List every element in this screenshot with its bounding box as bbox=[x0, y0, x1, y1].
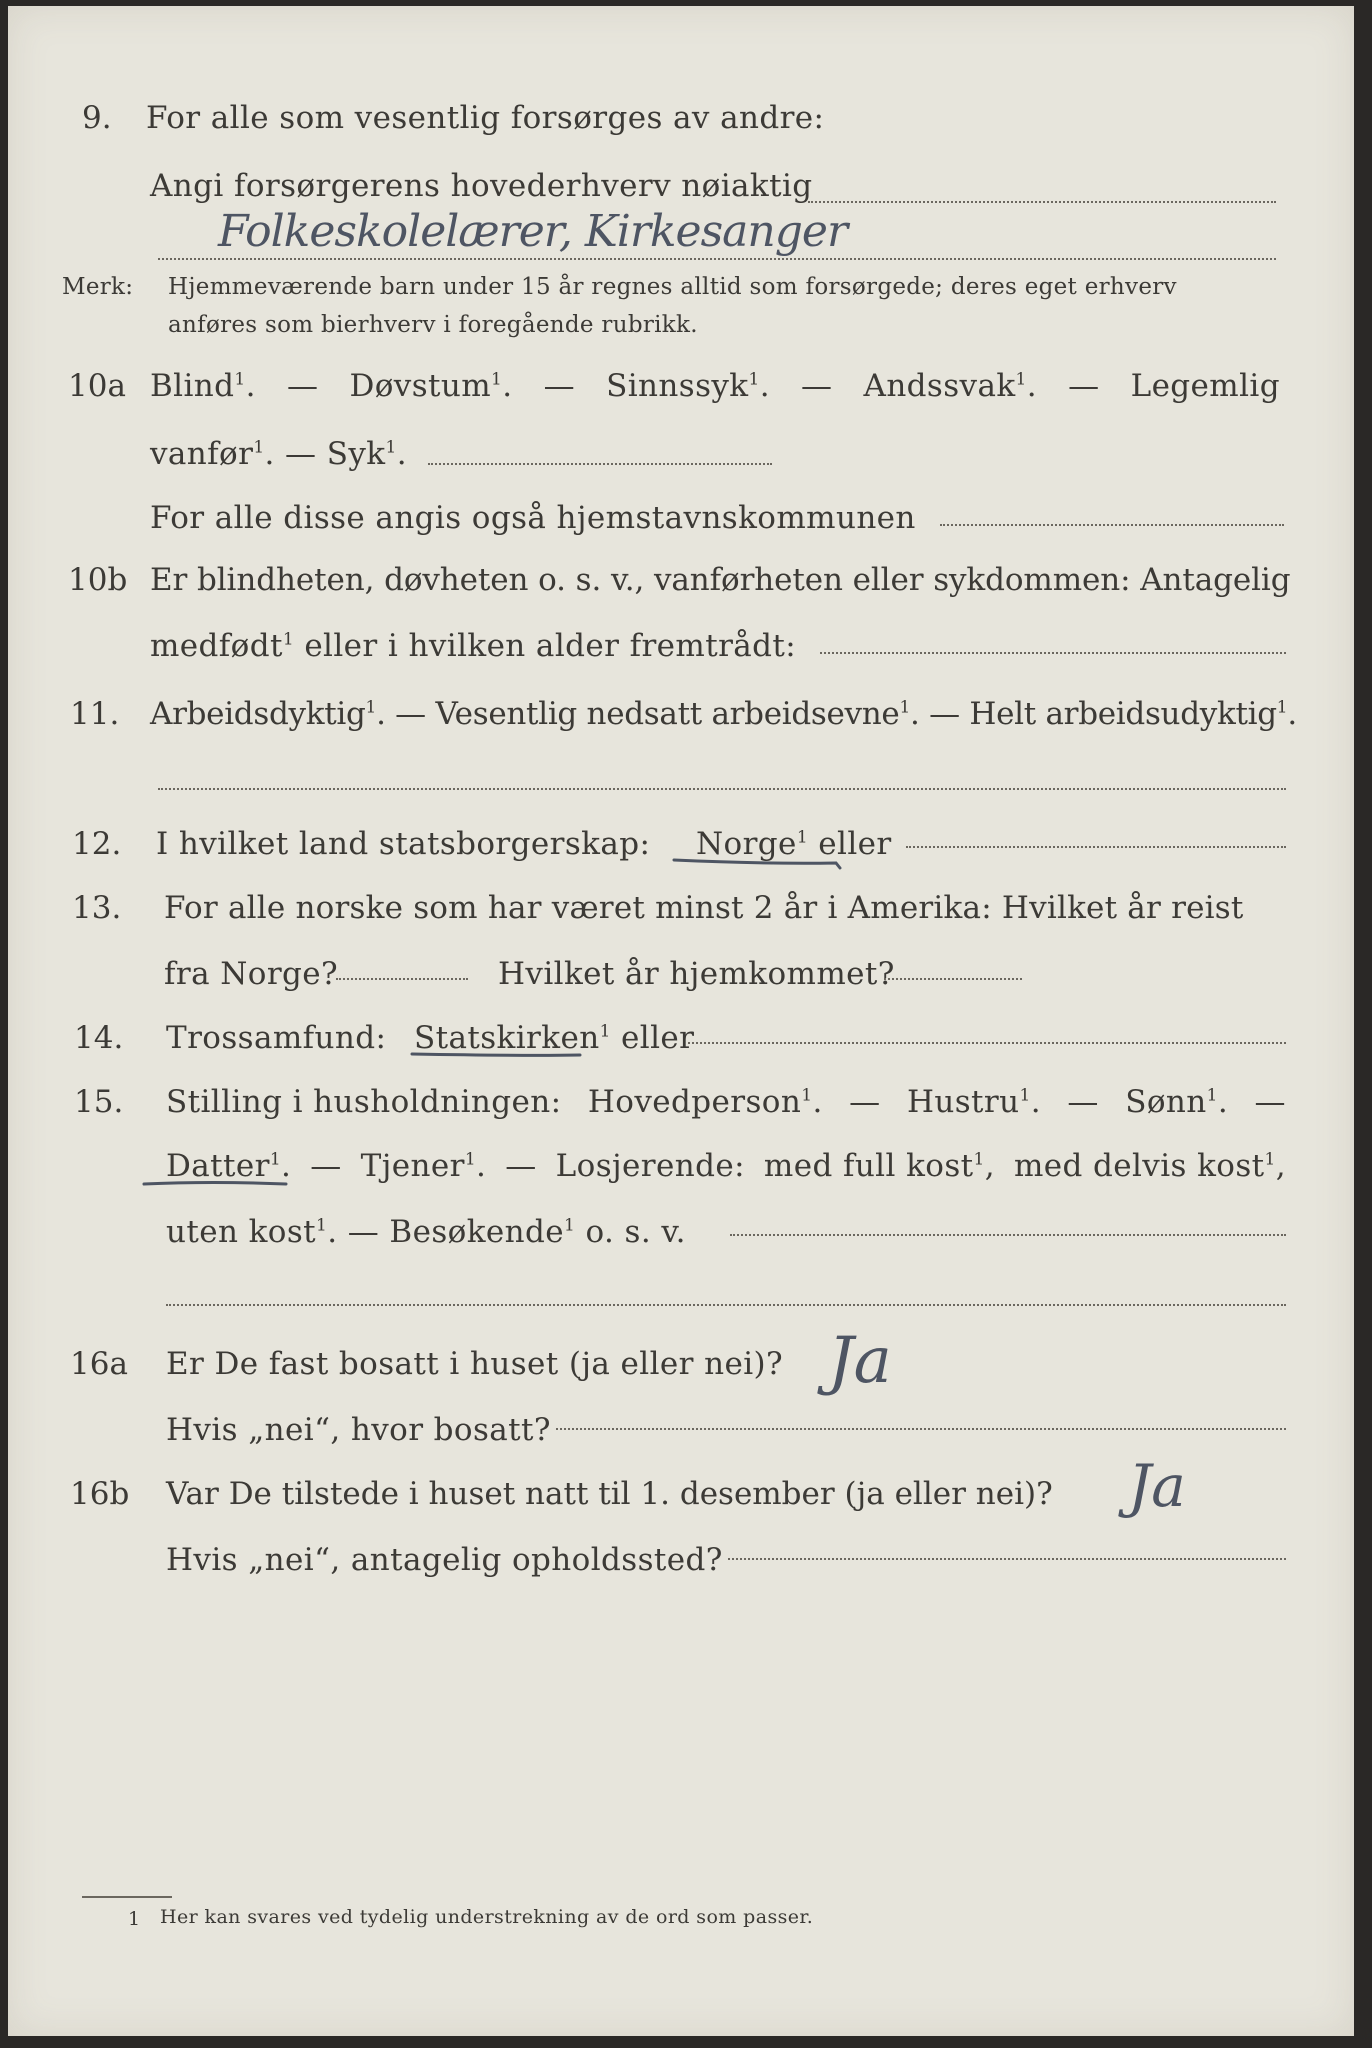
q12-prompt: I hvilket land statsborgerskap: bbox=[156, 826, 651, 862]
q16a-prompt: Er De fast bosatt i huset (ja eller nei)? bbox=[166, 1346, 784, 1382]
q15-number: 15. bbox=[74, 1084, 124, 1120]
q15-delvis-kost: med delvis kost$^1$, bbox=[1013, 1148, 1286, 1184]
q15-fill-line[interactable] bbox=[730, 1234, 1286, 1236]
dash: — bbox=[849, 1084, 881, 1120]
q15-extra-fill-line[interactable] bbox=[166, 1304, 1286, 1306]
q14-number: 14. bbox=[74, 1020, 124, 1056]
q16a-fill-line[interactable] bbox=[556, 1428, 1286, 1430]
q11-options: Arbeidsdyktig$^1$. — Vesentlig nedsatt arbeidsevne$^1$. — Helt arbeidsudyktig$^1$. bbox=[150, 696, 1297, 732]
q10a-andssvak: Andssvak$^1$. bbox=[863, 368, 1038, 404]
q15-hovedperson: Hovedperson$^1$. bbox=[587, 1084, 823, 1120]
q12-number: 12. bbox=[72, 826, 122, 862]
q13-year-left-fill-line[interactable] bbox=[336, 978, 468, 980]
q10b-line-1: Er blindheten, døvheten o. s. v., vanførheten eller sykdommen: Antagelig bbox=[150, 562, 1291, 598]
q10b-fill-line[interactable] bbox=[820, 652, 1286, 654]
q14-prompt: Trossamfund: bbox=[166, 1020, 387, 1056]
dash: — bbox=[1067, 1084, 1099, 1120]
q12-option-norge: Norge$^1$ eller bbox=[696, 826, 892, 862]
q10a-legemlig: Legemlig bbox=[1130, 368, 1280, 404]
q9-title: For alle som vesentlig forsørges av andre: bbox=[146, 100, 825, 136]
q15-datter: Datter$^1$. bbox=[166, 1148, 292, 1184]
q15-full-kost: med full kost$^1$, bbox=[763, 1148, 995, 1184]
q10a-number: 10a bbox=[68, 368, 126, 404]
q15-losjerende: Losjerende: bbox=[555, 1148, 745, 1184]
q16a-number: 16a bbox=[70, 1346, 128, 1382]
q10a-home-prompt: For alle disse angis også hjemstavnskommunen bbox=[150, 500, 916, 536]
q10a-line-2: vanfør$^1$. — Syk$^1$. bbox=[150, 436, 407, 472]
q15-label: Stilling i husholdningen: bbox=[166, 1084, 562, 1120]
q16a-handwritten-answer: Ja bbox=[828, 1324, 892, 1398]
q16a-hvis: Hvis „nei“, hvor bosatt? bbox=[166, 1412, 551, 1448]
dash: — bbox=[543, 368, 575, 404]
merk-label: Merk: bbox=[62, 274, 134, 300]
dash: — bbox=[1068, 368, 1100, 404]
merk-line-1: Hjemmeværende barn under 15 år regnes alltid som forsørgede; deres eget erhverv bbox=[168, 274, 1177, 300]
q10a-dovstum: Døvstum$^1$. bbox=[349, 368, 513, 404]
q10a-blind: Blind$^1$. bbox=[150, 368, 256, 404]
dash: — bbox=[801, 368, 833, 404]
dash: — bbox=[505, 1148, 537, 1184]
q13-line-2b: Hvilket år hjemkommet? bbox=[498, 956, 895, 992]
q9-prompt-fill-line[interactable] bbox=[808, 201, 1276, 203]
dash: — bbox=[310, 1148, 342, 1184]
q16b-prompt: Var De tilstede i huset natt til 1. desember (ja eller nei)? bbox=[166, 1476, 1053, 1512]
q15-hustru: Hustru$^1$. bbox=[906, 1084, 1041, 1120]
q15-sonn: Sønn$^1$. bbox=[1125, 1084, 1229, 1120]
q13-line-2a: fra Norge? bbox=[164, 956, 339, 992]
q15-tjener: Tjener$^1$. bbox=[360, 1148, 487, 1184]
q10a-line-1 bbox=[150, 368, 1280, 404]
q13-line-1: For alle norske som har været minst 2 år i Amerika: Hvilket år reist bbox=[164, 890, 1244, 926]
census-form-page bbox=[8, 6, 1354, 2036]
q16b-hvis: Hvis „nei“, antagelig opholdssted? bbox=[166, 1542, 723, 1578]
q14-statskirken-underline bbox=[408, 1046, 588, 1066]
q9-answer-line[interactable] bbox=[158, 258, 1276, 260]
q10b-number: 10b bbox=[68, 562, 128, 598]
q10a-syk-fill-line[interactable] bbox=[428, 463, 772, 465]
q13-year-return-fill-line[interactable] bbox=[884, 978, 1022, 980]
dash: — bbox=[1254, 1084, 1286, 1120]
q16b-fill-line[interactable] bbox=[728, 1558, 1286, 1560]
q12-fill-line[interactable] bbox=[906, 846, 1286, 848]
q12-norge-underline bbox=[668, 852, 848, 872]
q14-fill-line[interactable] bbox=[688, 1042, 1286, 1044]
q16b-handwritten-answer: Ja bbox=[1128, 1452, 1186, 1520]
q15-datter-underline bbox=[138, 1172, 298, 1194]
q11-number: 11. bbox=[70, 696, 120, 732]
q9-number: 9. bbox=[82, 100, 112, 136]
q9-prompt: Angi forsørgerens hovederhverv nøiaktig bbox=[150, 168, 813, 204]
q11-fill-line[interactable] bbox=[158, 788, 1286, 790]
q10a-sinnssyk: Sinnssyk$^1$. bbox=[606, 368, 770, 404]
footnote-marker: 1 bbox=[128, 1908, 141, 1930]
q14-option-statskirken: Statskirken$^1$ eller bbox=[414, 1020, 695, 1056]
merk-line-2: anføres som bierhverv i foregående rubrikk. bbox=[168, 312, 698, 338]
q16b-number: 16b bbox=[70, 1476, 130, 1512]
q10b-line-2: medfødt$^1$ eller i hvilken alder fremtrådt: bbox=[150, 628, 797, 664]
footnote-text: Her kan svares ved tydelig understrekning av de ord som passer. bbox=[160, 1906, 814, 1928]
q10a-home-fill-line[interactable] bbox=[940, 524, 1284, 526]
q15-line-2 bbox=[166, 1148, 1286, 1184]
dash: — bbox=[286, 368, 319, 404]
q15-line-3: uten kost$^1$. — Besøkende$^1$ o. s. v. bbox=[166, 1214, 686, 1250]
q15-line-1 bbox=[166, 1084, 1286, 1120]
footnote-rule bbox=[82, 1896, 172, 1898]
q9-handwritten-answer: Folkeskolelærer, Kirkesanger bbox=[218, 206, 847, 257]
q13-number: 13. bbox=[72, 890, 122, 926]
